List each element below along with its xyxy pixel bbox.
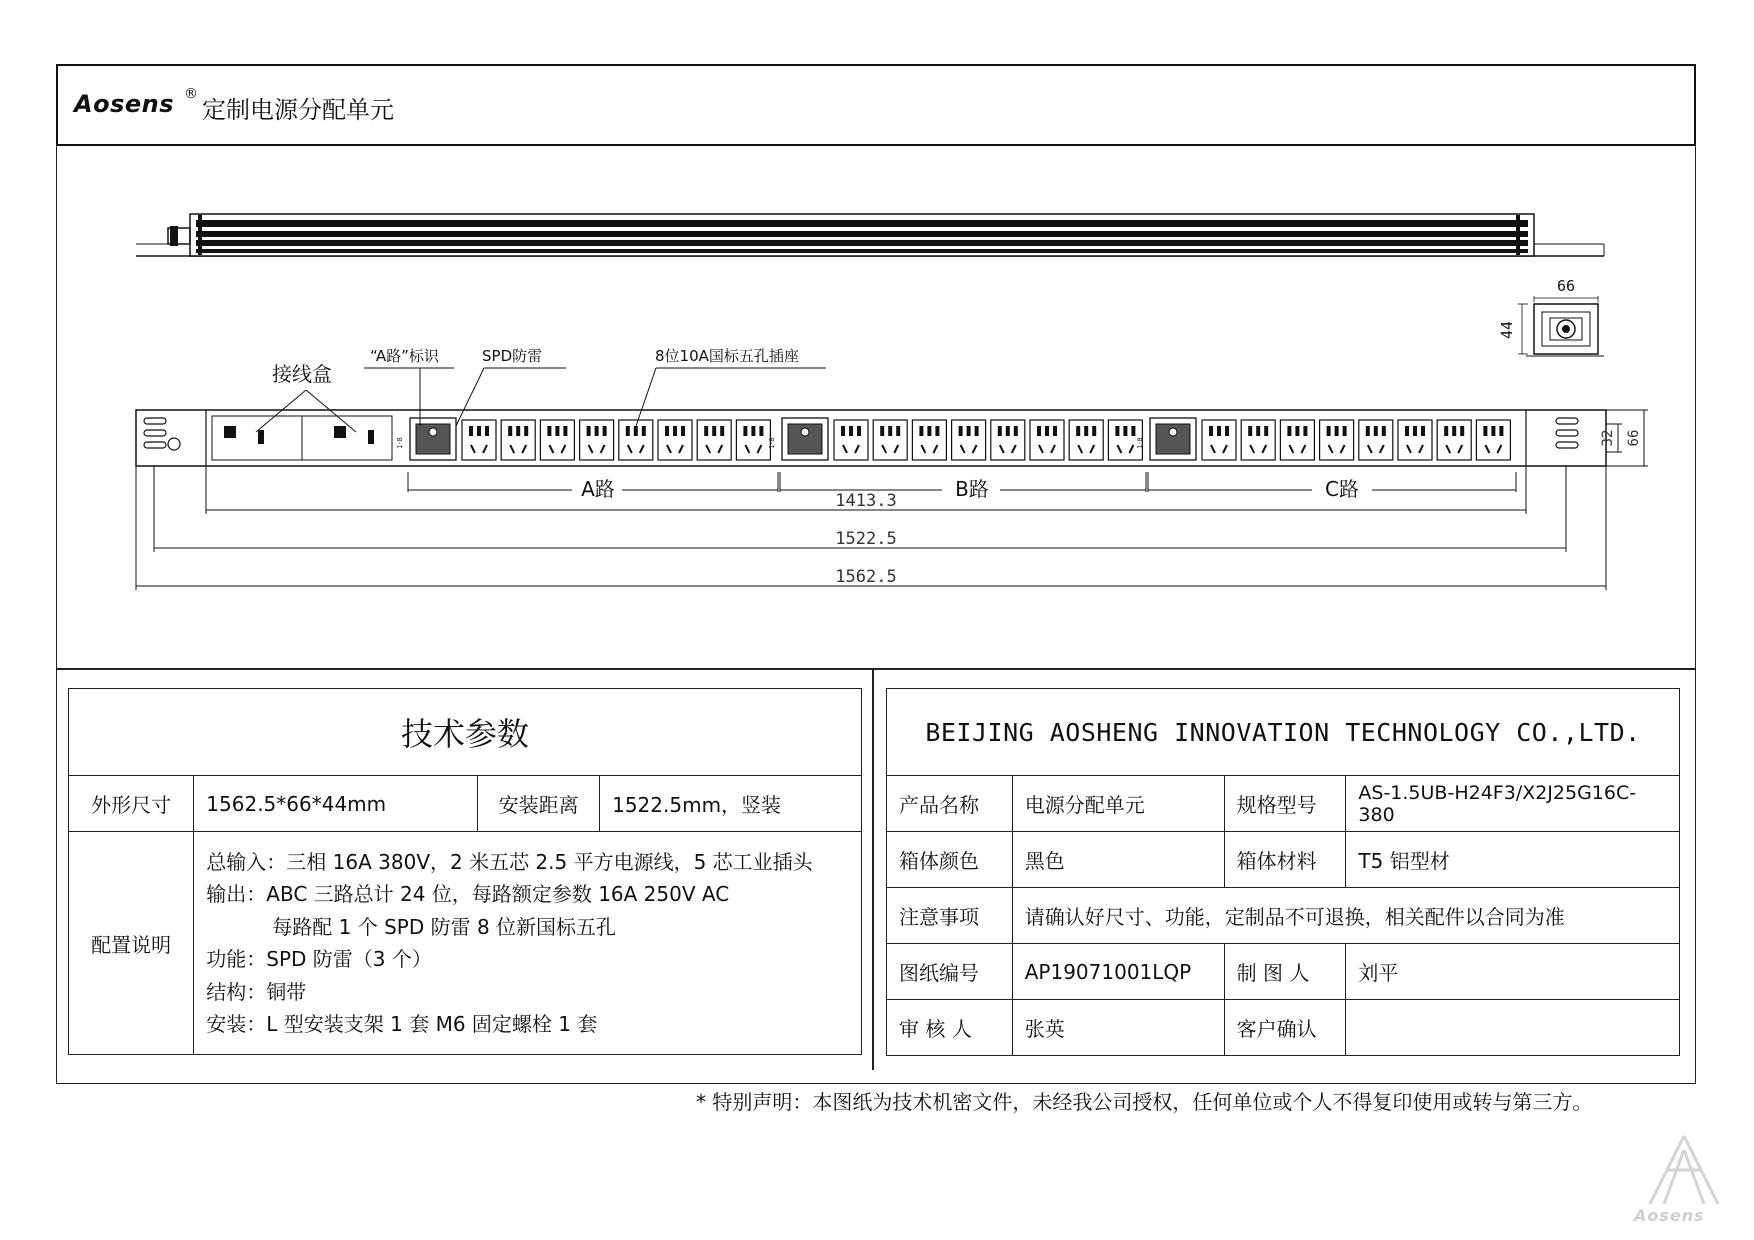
socket-pin-icon: [1217, 426, 1221, 436]
config-line: 输出：ABC 三路总计 24 位，每路额定参数 16A 250V AC: [206, 882, 730, 906]
tech-params-caption: 技术参数: [69, 689, 862, 776]
socket-pin-icon: [1084, 426, 1088, 436]
dim-end-a: 32: [1600, 429, 1616, 447]
socket-pin-icon: [1295, 426, 1299, 436]
socket-pin-icon: [1366, 426, 1370, 436]
confidentiality-notice: * 特别声明：本图纸为技术机密文件，未经我公司授权，任何单位或个人不得复印使用或转与第三方。: [696, 1090, 1593, 1114]
socket-pin-icon: [1092, 426, 1096, 436]
socket-slot-icon: [1039, 445, 1055, 453]
socket-pin-icon: [1335, 426, 1339, 436]
socket-slot-icon: [667, 445, 683, 453]
socket-pin-icon: [959, 426, 963, 436]
socket-pin-icon: [1491, 426, 1495, 436]
callout-sockets: 8位10A国标五孔插座: [655, 347, 799, 365]
socket-slot-icon: [1368, 445, 1384, 453]
socket-pin-icon: [975, 426, 979, 436]
dim-overall: 1562.5: [835, 567, 897, 587]
socket-pin-icon: [1248, 426, 1252, 436]
socket-pin-icon: [1045, 426, 1049, 436]
socket-pin-icon: [477, 426, 481, 436]
size-value: 1562.5*66*44mm: [194, 776, 478, 832]
socket-slot-icon: [745, 445, 761, 453]
config-description: [194, 832, 862, 1055]
section-c-label: C路: [1325, 477, 1359, 501]
socket-pin-icon: [712, 426, 716, 436]
socket-pin-icon: [720, 426, 724, 436]
socket-pin-icon: [704, 426, 708, 436]
company-name: BEIJING AOSHENG INNOVATION TECHNOLOGY CO.,LTD.: [887, 689, 1680, 776]
socket-pin-icon: [508, 426, 512, 436]
company-info-table: [886, 688, 1680, 1056]
socket-slot-icon: [1446, 445, 1462, 453]
brand-logo: Aosens: [74, 90, 174, 118]
socket-pin-icon: [1287, 426, 1291, 436]
socket-slot-icon: [549, 445, 565, 453]
pdu-front-view: [136, 410, 1606, 466]
socket-slot-icon: [1000, 445, 1016, 453]
watermark-text: Aosens: [1634, 1206, 1705, 1225]
socket-slot-icon: [628, 445, 644, 453]
config-line: 每路配 1 个 SPD 防雷 8 位新国标五孔: [272, 914, 617, 939]
socket-slot-icon: [1485, 445, 1501, 453]
socket-pin-icon: [1405, 426, 1409, 436]
section-marker-label: 1-8: [396, 437, 404, 449]
socket-pin-icon: [555, 426, 559, 436]
product-name-value: 电源分配单元: [1012, 776, 1224, 832]
dim-side-width: 66: [1556, 277, 1576, 295]
model-label: 规格型号: [1224, 776, 1346, 832]
socket-slot-icon: [471, 445, 487, 453]
config-line: 结构：铜带: [206, 979, 307, 1004]
registered-mark: ®: [184, 86, 198, 102]
socket-slot-icon: [589, 445, 605, 453]
socket-pin-icon: [1343, 426, 1347, 436]
config-label: 配置说明: [69, 832, 194, 1055]
socket-pin-icon: [841, 426, 845, 436]
drawing-number-label: 图纸编号: [887, 944, 1013, 1000]
notice-label: 注意事项: [887, 888, 1013, 944]
dim-inner: 1413.3: [835, 491, 897, 511]
spd-indicator-icon: [1169, 428, 1177, 436]
socket-pin-icon: [673, 426, 677, 436]
socket-pin-icon: [751, 426, 755, 436]
material-label: 箱体材料: [1224, 832, 1346, 888]
section-divider-horizontal: [56, 668, 1696, 670]
socket-pin-icon: [642, 426, 646, 436]
socket-pin-icon: [665, 426, 669, 436]
socket-slot-icon: [843, 445, 859, 453]
drafter-value: 刘平: [1346, 944, 1680, 1000]
socket-pin-icon: [485, 426, 489, 436]
socket-pin-icon: [516, 426, 520, 436]
socket-pin-icon: [1014, 426, 1018, 436]
socket-slot-icon: [706, 445, 722, 453]
drafter-label: 制 图 人: [1224, 944, 1346, 1000]
socket-pin-icon: [469, 426, 473, 436]
socket-pin-icon: [1264, 426, 1268, 436]
tech-params-table: [68, 688, 862, 1055]
socket-pin-icon: [1115, 426, 1119, 436]
callout-a-marker: “A路”标识: [370, 347, 439, 365]
socket-slot-icon: [1078, 445, 1094, 453]
socket-pin-icon: [681, 426, 685, 436]
socket-pin-icon: [888, 426, 892, 436]
section-marker-label: 1-8: [768, 437, 776, 449]
dim-end-b: 66: [1626, 429, 1642, 447]
socket-pin-icon: [998, 426, 1002, 436]
socket-pin-icon: [1483, 426, 1487, 436]
customer-confirm-label: 客户确认: [1224, 1000, 1346, 1056]
socket-pin-icon: [849, 426, 853, 436]
section-b-label: B路: [955, 477, 989, 501]
size-label: 外形尺寸: [69, 776, 194, 832]
spd-indicator-icon: [801, 428, 809, 436]
socket-slot-icon: [961, 445, 977, 453]
socket-pin-icon: [595, 426, 599, 436]
socket-pin-icon: [634, 426, 638, 436]
material-value: T5 铝型材: [1346, 832, 1680, 888]
color-label: 箱体颜色: [887, 832, 1013, 888]
socket-pin-icon: [743, 426, 747, 436]
section-divider-vertical: [872, 668, 874, 1070]
dim-mount: 1522.5: [835, 529, 897, 549]
socket-pin-icon: [1131, 426, 1135, 436]
config-line: 功能：SPD 防雷（3 个）: [206, 947, 432, 971]
socket-pin-icon: [587, 426, 591, 436]
pdu-top-view: [136, 214, 1604, 256]
socket-pin-icon: [1225, 426, 1229, 436]
socket-pin-icon: [1499, 426, 1503, 436]
socket-slot-icon: [921, 445, 937, 453]
socket-pin-icon: [1452, 426, 1456, 436]
socket-pin-icon: [1053, 426, 1057, 436]
notice-value: 请确认好尺寸、功能，定制品不可退换，相关配件以合同为准: [1012, 888, 1679, 944]
callout-junction-box: 接线盒: [272, 362, 332, 386]
drawing-number-value: AP19071001LQP: [1012, 944, 1224, 1000]
socket-pin-icon: [1460, 426, 1464, 436]
socket-slot-icon: [1211, 445, 1227, 453]
reviewer-label: 审 核 人: [887, 1000, 1013, 1056]
socket-pin-icon: [1327, 426, 1331, 436]
product-name-label: 产品名称: [887, 776, 1013, 832]
aosens-watermark-logo: [1634, 1130, 1734, 1210]
outlet-strip: [396, 418, 1510, 460]
socket-pin-icon: [857, 426, 861, 436]
pdu-cross-section-view: [1518, 296, 1604, 356]
socket-pin-icon: [1382, 426, 1386, 436]
config-line: 总输入：三相 16A 380V，2 米五芯 2.5 平方电源线，5 芯工业插头: [206, 849, 813, 874]
socket-pin-icon: [524, 426, 528, 436]
customer-confirm-value: [1346, 1000, 1680, 1056]
socket-pin-icon: [967, 426, 971, 436]
section-marker-label: 1-8: [1136, 437, 1144, 449]
socket-slot-icon: [1329, 445, 1345, 453]
color-value: 黑色: [1012, 832, 1224, 888]
socket-pin-icon: [547, 426, 551, 436]
socket-pin-icon: [1076, 426, 1080, 436]
socket-pin-icon: [1421, 426, 1425, 436]
socket-pin-icon: [927, 426, 931, 436]
callout-spd: SPD防雷: [482, 347, 543, 365]
socket-slot-icon: [1407, 445, 1423, 453]
socket-pin-icon: [896, 426, 900, 436]
socket-pin-icon: [759, 426, 763, 436]
mount-label: 安装距离: [478, 776, 600, 832]
socket-pin-icon: [603, 426, 607, 436]
config-line: 安装：L 型安装支架 1 套 M6 固定螺栓 1 套: [206, 1012, 598, 1036]
reviewer-value: 张英: [1012, 1000, 1224, 1056]
socket-pin-icon: [1256, 426, 1260, 436]
model-value: AS-1.5UB-H24F3/X2J25G16C-380: [1346, 776, 1680, 832]
document-title: 定制电源分配单元: [202, 96, 394, 124]
socket-pin-icon: [1374, 426, 1378, 436]
mount-value: 1522.5mm，竖装: [600, 776, 862, 832]
socket-slot-icon: [882, 445, 898, 453]
socket-pin-icon: [563, 426, 567, 436]
socket-pin-icon: [935, 426, 939, 436]
socket-pin-icon: [1037, 426, 1041, 436]
socket-pin-icon: [1444, 426, 1448, 436]
socket-slot-icon: [1289, 445, 1305, 453]
socket-slot-icon: [1117, 445, 1133, 453]
socket-pin-icon: [1006, 426, 1010, 436]
dim-side-height: 44: [1498, 320, 1516, 340]
spd-indicator-icon: [429, 428, 437, 436]
socket-pin-icon: [1209, 426, 1213, 436]
socket-pin-icon: [919, 426, 923, 436]
socket-slot-icon: [1250, 445, 1266, 453]
socket-pin-icon: [880, 426, 884, 436]
socket-pin-icon: [1123, 426, 1127, 436]
socket-pin-icon: [1303, 426, 1307, 436]
socket-pin-icon: [626, 426, 630, 436]
socket-slot-icon: [510, 445, 526, 453]
socket-pin-icon: [1413, 426, 1417, 436]
section-a-label: A路: [581, 477, 615, 501]
